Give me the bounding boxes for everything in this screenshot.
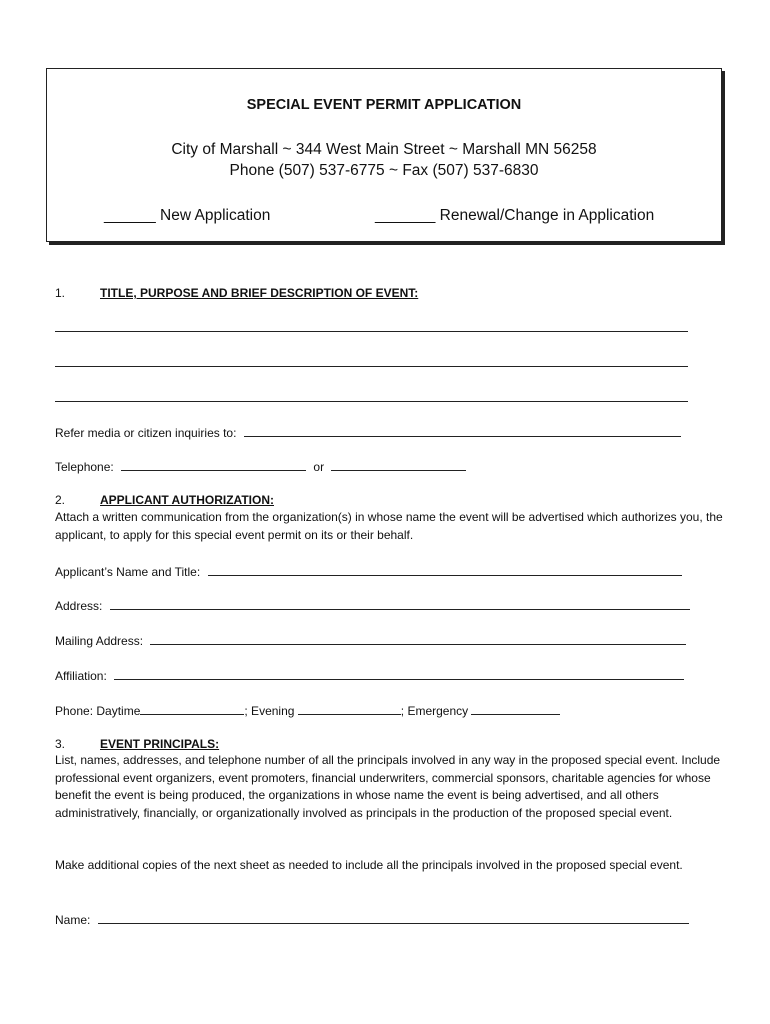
affiliation-input[interactable] <box>114 667 684 680</box>
phone-emergency-input[interactable] <box>471 702 560 715</box>
section-3-heading: EVENT PRINCIPALS: <box>100 737 220 751</box>
phone-evening-label: ; Evening <box>244 704 295 718</box>
applicant-name-title-input[interactable] <box>208 563 682 576</box>
form-title: SPECIAL EVENT PERMIT APPLICATION <box>246 97 522 113</box>
mailing-address-label: Mailing Address: <box>55 634 144 648</box>
refer-inquiries-input[interactable] <box>244 424 681 437</box>
affiliation-field <box>55 667 684 683</box>
refer-inquiries-field <box>55 424 681 440</box>
applicant-name-title-label: Applicant’s Name and Title: <box>55 565 201 579</box>
telephone-input-2[interactable] <box>331 458 466 471</box>
telephone-input-1[interactable] <box>121 458 306 471</box>
section-2-number: 2. <box>55 493 66 507</box>
applicant-name-title-field <box>55 563 682 579</box>
additional-copies-note: Make additional copies of the next sheet as needed to include all the principals involved in the proposed special event. <box>55 858 683 872</box>
city-phone-line: Phone (507) 537-6775 ~ Fax (507) 537-6830 <box>229 162 539 179</box>
header-box <box>46 68 722 242</box>
principal-name-field <box>55 911 689 927</box>
section-1-number: 1. <box>55 286 66 300</box>
section-3-number: 3. <box>55 737 66 751</box>
mailing-address-field <box>55 632 686 648</box>
refer-inquiries-label: Refer media or citizen inquiries to: <box>55 426 237 440</box>
telephone-field <box>55 458 466 474</box>
address-label: Address: <box>55 599 103 613</box>
new-application-option[interactable]: ______ New Application <box>104 207 271 224</box>
affiliation-label: Affiliation: <box>55 669 107 683</box>
phone-field <box>55 702 560 718</box>
description-line-2[interactable] <box>55 366 688 367</box>
renewal-application-option[interactable]: _______ Renewal/Change in Application <box>375 207 655 224</box>
mailing-address-input[interactable] <box>150 632 686 645</box>
description-line-1[interactable] <box>55 331 688 332</box>
telephone-label: Telephone: <box>55 460 114 474</box>
phone-daytime-input[interactable] <box>140 702 244 715</box>
phone-emergency-label: ; Emergency <box>400 704 469 718</box>
section-3-body: List, names, addresses, and telephone number of all the principals involved in any way in the proposed special event. Include professional event organizers, event promoters, financial underwriters, commercial sponsors, charitable agencies for whose benefit the event is being produced, the organizations in whose name the event is being advertised, and all others administratively, financially, or organizationally involved as principals in the production of the proposed special event. <box>55 753 721 820</box>
phone-daytime-label: Phone: Daytime <box>55 704 141 718</box>
phone-evening-input[interactable] <box>298 702 401 715</box>
telephone-or-label: or <box>313 460 325 474</box>
principal-name-label: Name: <box>55 913 91 927</box>
section-2-heading: APPLICANT AUTHORIZATION: <box>100 493 274 507</box>
section-1-heading: TITLE, PURPOSE AND BRIEF DESCRIPTION OF EVENT: <box>100 286 419 300</box>
description-line-3[interactable] <box>55 401 688 402</box>
principal-name-input[interactable] <box>98 911 689 924</box>
address-field <box>55 597 690 613</box>
city-address-line: City of Marshall ~ 344 West Main Street ~ Marshall MN 56258 <box>171 141 597 158</box>
section-2-body: Attach a written communication from the organization(s) in whose name the event will be advertised which authorizes you, the applicant, to apply for this special event permit on its or their behalf. <box>55 510 723 542</box>
address-input[interactable] <box>110 597 690 610</box>
